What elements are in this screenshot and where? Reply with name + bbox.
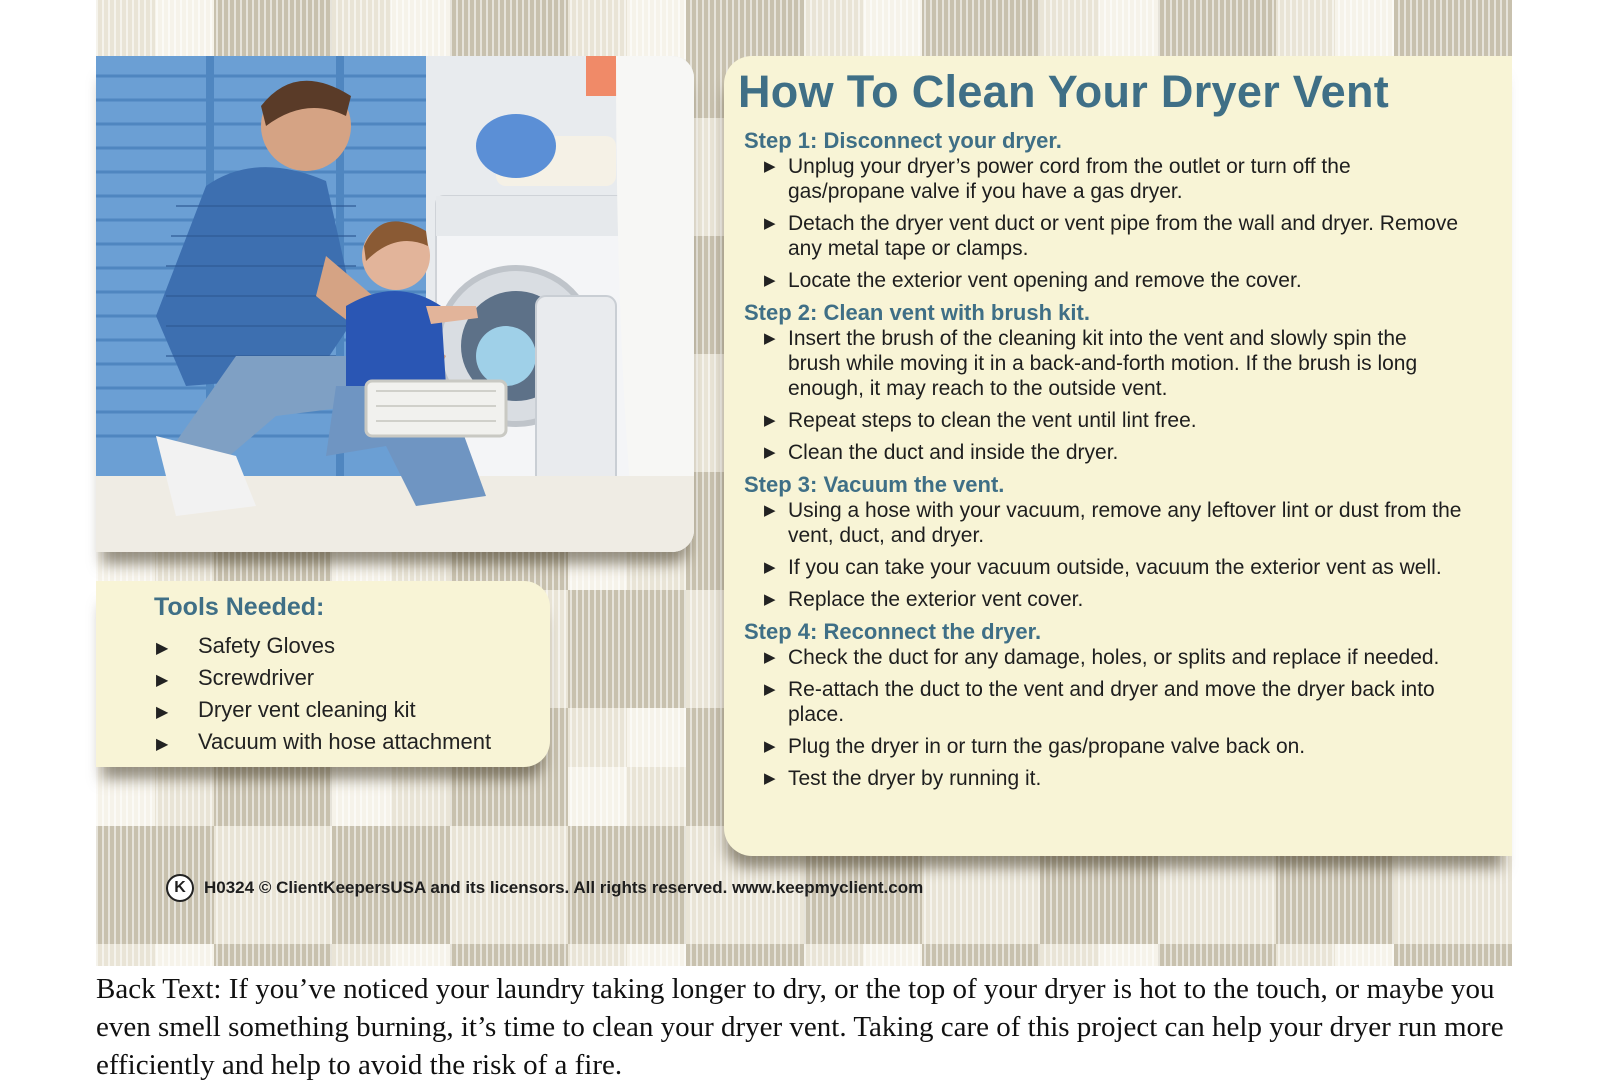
bullet-arrow-icon: ▶ [764,330,776,347]
step-item [744,555,1464,580]
step-item [744,645,1464,670]
bullet-arrow-icon: ▶ [764,770,776,787]
step-item-text: Detach the dryer vent duct or vent pipe from the wall and dryer. Remove any metal tape or clamps. [788,212,1459,260]
step-heading: Step 1: Disconnect your dryer. [744,128,1062,153]
step-item-text: Test the dryer by running it. [788,767,1042,790]
bullet-arrow-icon: ▶ [764,502,776,519]
bullet-arrow-icon: ▶ [156,640,169,657]
step-item-text: Locate the exterior vent opening and remove the cover. [788,269,1302,292]
tool-item-label: Vacuum with hose attachment [198,729,492,754]
bullet-arrow-icon: ▶ [156,736,169,753]
bullet-arrow-icon: ▶ [764,591,776,608]
bullet-arrow-icon: ▶ [764,738,776,755]
step-item [744,408,1464,433]
tool-item-label: Safety Gloves [198,633,335,658]
bullet-arrow-icon: ▶ [764,559,776,576]
laundry-photo-illustration [96,56,694,552]
step-item [744,677,1464,727]
bullet-arrow-icon: ▶ [764,158,776,175]
tool-item-label: Dryer vent cleaning kit [198,697,416,722]
step-items-list [744,326,1464,465]
step-items-list [744,154,1464,293]
bullet-arrow-icon: ▶ [764,215,776,232]
tool-item [156,727,491,759]
bullet-arrow-icon: ▶ [764,272,776,289]
bullet-arrow-icon: ▶ [764,649,776,666]
step-item [744,154,1464,204]
step-item-text: Insert the brush of the cleaning kit into the vent and slowly spin the brush while moving it in a back-and-forth motion. If the brush is long enough, it may reach to the outside vent. [788,327,1418,400]
step-item-text: Unplug your dryer’s power cord from the outlet or turn off the gas/propane valve if you have a gas dryer. [788,155,1351,203]
laundry-photo [96,56,694,552]
back-text: Back Text: If you’ve noticed your laundry taking longer to dry, or the top of your dryer is hot to the touch, or maybe you even smell something burning, it’s time to clean your dryer vent. Taking care of this project can help your dryer run more efficiently and help to avoid the risk of a fire. [96,973,1504,1081]
step-heading: Step 2: Clean vent with brush kit. [744,300,1090,325]
step-item [744,766,1464,791]
step-item-text: Repeat steps to clean the vent until lint free. [788,409,1197,432]
copyright-footer [166,874,923,902]
tools-needed-panel [96,581,550,767]
step-item [744,211,1464,261]
step-item-text: Check the duct for any damage, holes, or splits and replace if needed. [788,646,1440,669]
steps-body [744,128,1464,798]
tool-item-label: Screwdriver [198,665,315,690]
step-items-list [744,645,1464,791]
tools-list [156,631,491,759]
step-item-text: Plug the dryer in or turn the gas/propane valve back on. [788,735,1306,758]
tool-item [156,663,491,695]
step-items-list [744,498,1464,612]
bullet-arrow-icon: ▶ [764,681,776,698]
step-heading: Step 3: Vacuum the vent. [744,472,1005,497]
step-item [744,734,1464,759]
bullet-arrow-icon: ▶ [764,444,776,461]
step-item-text: Clean the duct and inside the dryer. [788,441,1119,464]
step-item-text: Re-attach the duct to the vent and dryer and move the dryer back into place. [788,678,1435,726]
step-item-text: If you can take your vacuum outside, vacuum the exterior vent as well. [788,556,1442,579]
step-item [744,268,1464,293]
bullet-arrow-icon: ▶ [764,412,776,429]
step-item [744,440,1464,465]
tools-heading: Tools Needed: [154,593,325,621]
step-item [744,587,1464,612]
tool-item [156,695,491,727]
step-item [744,498,1464,548]
step-heading: Step 4: Reconnect the dryer. [744,619,1042,644]
bullet-arrow-icon: ▶ [156,672,169,689]
page-title: How To Clean Your Dryer Vent [738,66,1390,117]
bullet-arrow-icon: ▶ [156,704,169,721]
clientkeepers-logo-icon: K [166,874,194,902]
step-item-text: Using a hose with your vacuum, remove any leftover lint or dust from the vent, duct, and dryer. [788,499,1462,547]
step-item [744,326,1464,401]
copyright-text: H0324 © ClientKeepersUSA and its licensors. All rights reserved. www.keepmyclient.com [204,878,924,897]
instructions-panel [724,56,1512,856]
tool-item [156,631,491,663]
step-item-text: Replace the exterior vent cover. [788,588,1084,611]
